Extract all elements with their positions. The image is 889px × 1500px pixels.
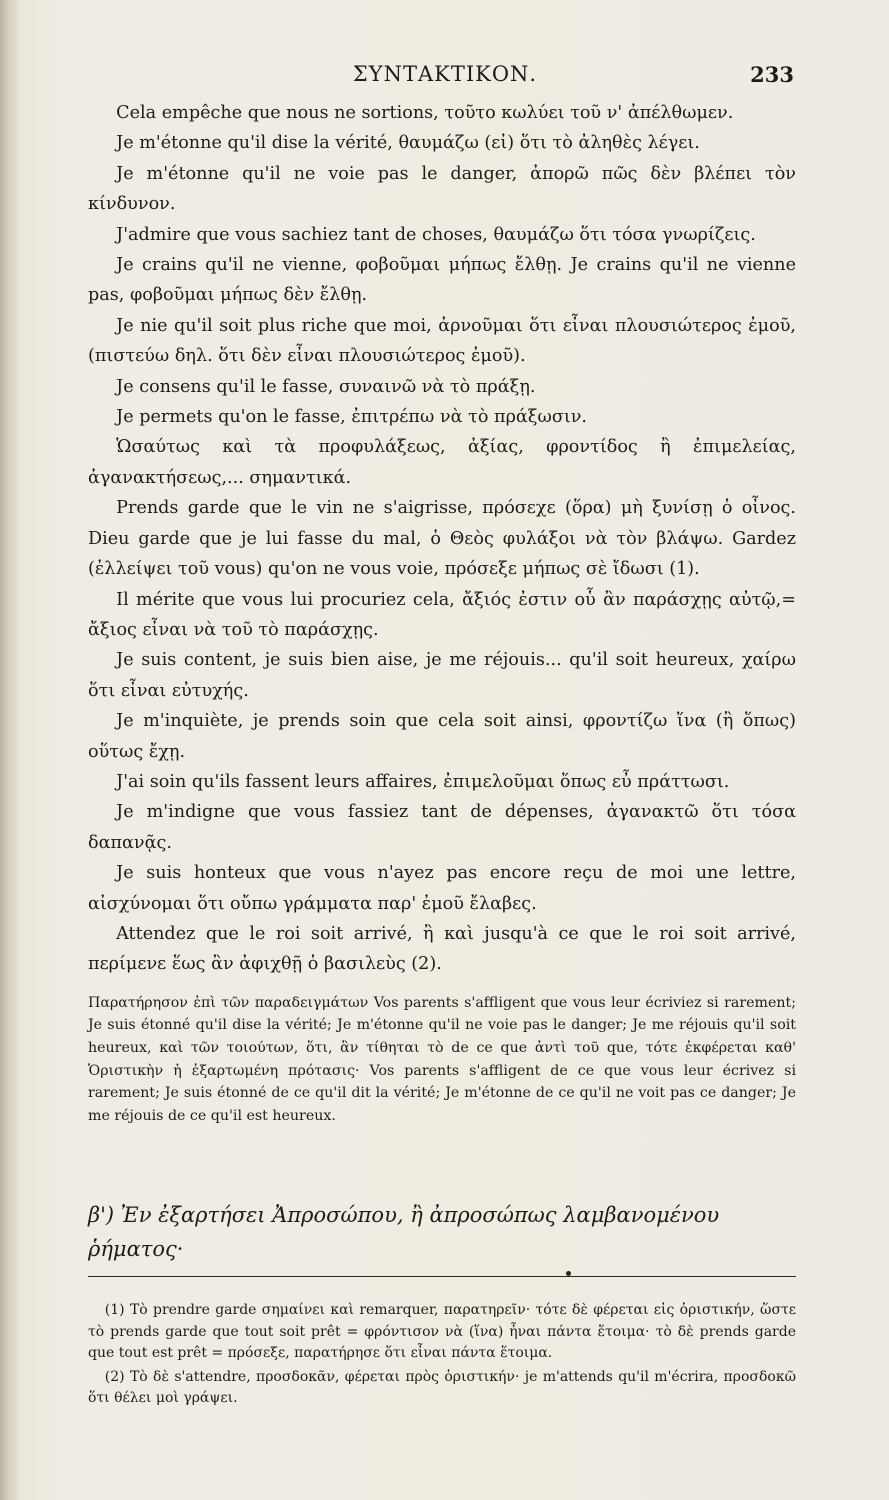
paragraph: Je m'inquiète, je prends soin que cela soit ainsi, φροντίζω ἵνα (ἢ ὅπως) οὕτως ἔχῃ. bbox=[88, 711, 796, 762]
paragraph: Je suis content, je suis bien aise, je me réjouis... qu'il soit heureux, χαίρω ὅτι εἶναι εὐτυχής. bbox=[88, 650, 796, 701]
paragraph: Je consens qu'il le fasse, συναινῶ νὰ τὸ πράξῃ. bbox=[116, 376, 536, 397]
paragraph: J'ai soin qu'ils fassent leurs affaires, ἐπιμελοῦμαι ὅπως εὖ πράττωσι. bbox=[116, 771, 730, 792]
paragraph: Ὡσαύτως καὶ τὰ προφυλάξεως, ἀξίας, φροντίδος ἢ ἐπιμελείας, ἀγανακτήσεως,... σημαντικά. bbox=[88, 437, 796, 488]
footnote-divider bbox=[88, 1276, 796, 1277]
paragraph: Je nie qu'il soit plus riche que moi, ἀρνοῦμαι ὅτι εἶναι πλουσιώτερος ἐμοῦ, (πιστεύω δηλ. ὅτι δὲν εἶναι πλουσιώτερος ἐμοῦ). bbox=[88, 315, 796, 367]
paragraph: Il mérite que vous lui procuriez cela, ἄξιός ἐστιν οὗ ἂν παράσχῃς αὐτῷ,= ἄξιος εἶναι νὰ τοῦ τὸ παράσχῃς. bbox=[88, 589, 796, 640]
paragraph: Je permets qu'on le fasse, ἐπιτρέπω νὰ τὸ πράξωσιν. bbox=[116, 407, 588, 428]
page-number: 233 bbox=[750, 62, 794, 87]
paragraph: Attendez que le roi soit arrivé, ἢ καὶ jusqu'à ce que le roi soit arrivé, περίμενε ἕως ἂν ἀφιχθῇ ὁ βασιλεὺς (2). bbox=[88, 923, 796, 975]
page-edge-shadow bbox=[0, 0, 22, 1500]
footnotes bbox=[88, 1300, 796, 1412]
paragraph: Je crains qu'il ne vienne, φοβοῦμαι μήπως ἔλθῃ. Je crains qu'il ne vienne pas, φοβοῦμαι μήπως δὲν ἔλθῃ. bbox=[88, 255, 796, 306]
note-paragraph: Παρατήρησον ἐπὶ τῶν παραδειγμάτων Vos parents s'affligent que vous leur écriviez si rarement; Je suis étonné qu'il dise la vérité; Je m'étonne qu'il ne voie pas le danger; Je me réjouis qu'il soit heureux, καὶ τῶν τοιούτων, ὅτι, ἂν τίθηται τὸ de ce que ἀντὶ τοῦ que, τότε ἐκφέρεται καθ' Ὁριστικὴν ἡ ἐξαρτωμένη πρότασις· Vos parents s'affligent de ce que vous leur écrivez si rarement; Je suis étonné de ce qu'il dit la vérité; Je m'étonne de ce qu'il ne voit pas ce danger; Je me réjouis de ce qu'il est heureux. bbox=[88, 994, 796, 1124]
paragraph: Je m'étonne qu'il dise la vérité, θαυμάζω (εἰ) ὅτι τὸ ἀληθὲς λέγει. bbox=[116, 133, 700, 154]
paragraph: J'admire que vous sachiez tant de choses, θαυμάζω ὅτι τόσα γνωρίζεις. bbox=[116, 224, 756, 245]
paragraph: Je m'indigne que vous fassiez tant de dépenses, ἀγανακτῶ ὅτι τόσα δαπανᾷς. bbox=[88, 802, 796, 853]
running-title: ΣΥΝΤΑΚΤΙΚΟΝ. bbox=[352, 62, 538, 86]
paragraph: Je m'étonne qu'il ne voie pas le danger, ἀπορῶ πῶς δὲν βλέπει τὸν κίνδυνον. bbox=[88, 163, 796, 215]
paragraph: Je suis honteux que vous n'ayez pas encore reçu de moi une lettre, αἰσχύνομαι ὅτι οὔπω γράμματα παρ' ἐμοῦ ἔλαβες. bbox=[88, 863, 796, 914]
section-heading: β') Ἐν ἐξαρτήσει Ἀπροσώπου, ἢ ἀπροσώπως λαμβανομένου ῥήματος· bbox=[88, 1203, 720, 1261]
paragraph: Cela empêche que nous ne sortions, τοῦτο κωλύει τοῦ ν' ἀπέλθωμεν. bbox=[116, 103, 734, 123]
footnote: (2) Τὸ δὲ s'attendre, προσδοκᾶν, φέρεται πρὸς ὁριστικήν· je m'attends qu'il m'écrira, προσδοκῶ ὅτι θέλει μοὶ γράψει. bbox=[88, 1368, 796, 1407]
divider-dot bbox=[566, 1271, 571, 1276]
paragraph: Prends garde que le vin ne s'aigrisse, πρόσεχε (ὅρα) μὴ ξυνίσῃ ὁ οἶνος. Dieu garde que je lui fasse du mal, ὁ Θεὸς φυλάξοι νὰ τὸν βλάψω. Gardez (ἐλλείψει τοῦ vous) qu'on ne vous voie, πρόσεξε μήπως σὲ ἴδωσι (1). bbox=[88, 498, 796, 580]
footnote: (1) Τὸ prendre garde σημαίνει καὶ remarquer, παρατηρεῖν· τότε δὲ φέρεται εἰς ὁριστικήν, ὥστε τὸ prends garde que tout soit prêt = φρόντισον νὰ (ἵνα) ἦναι πάντα ἕτοιμα· τὸ δὲ prends garde que tout est prêt = πρόσεξε, παρατήρησε ὅτι εἶναι πάντα ἕτοιμα. bbox=[88, 1302, 796, 1362]
main-text bbox=[88, 98, 796, 1127]
page-header bbox=[90, 58, 800, 92]
